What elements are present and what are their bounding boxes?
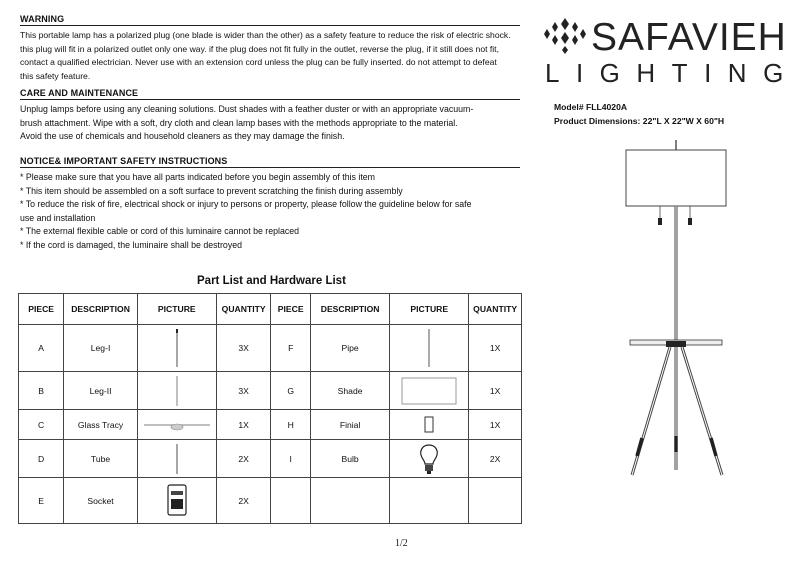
header-description: DESCRIPTION — [310, 294, 389, 325]
finial-icon — [390, 411, 468, 439]
leg-icon — [138, 373, 216, 409]
header-picture: PICTURE — [390, 294, 469, 325]
warning-section — [20, 14, 520, 83]
pipe-icon — [390, 326, 468, 370]
warning-line: this plug will fit in a polarized outlet only one way. if the plug does not fit fully in the outlet, reverse the plug, if it still does not fit, — [20, 43, 499, 54]
description-cell: Bulb — [310, 440, 389, 478]
description-cell — [310, 478, 389, 524]
notice-item: * This item should be assembled on a soft surface to prevent scratching the finish during assembly — [20, 185, 403, 196]
piece-cell: F — [271, 325, 311, 372]
warning-line: This portable lamp has a polarized plug (one blade is wider than the other) as a safety feature to reduce the risk of electric shock. — [20, 30, 511, 40]
tube-icon — [138, 441, 216, 477]
piece-cell: B — [19, 372, 64, 410]
care-text — [20, 103, 520, 144]
chandelier-icon — [539, 16, 591, 56]
table-row — [19, 410, 522, 440]
table-row — [19, 478, 522, 524]
table-row — [19, 440, 522, 478]
glass-tray-icon — [138, 411, 216, 439]
care-line: Avoid the use of chemicals and household cleaners as they may damage the finish. — [20, 131, 345, 142]
notice-item: use and installation — [20, 212, 96, 223]
parts-table — [18, 293, 522, 524]
description-cell: Socket — [64, 478, 137, 524]
brand-logo — [537, 12, 800, 88]
picture-cell — [137, 478, 216, 524]
notice-item: * To reduce the risk of fire, electrical shock or injury to persons or property, please follow the guideline below for safe — [20, 199, 472, 210]
description-cell: Leg-II — [64, 372, 137, 410]
piece-cell: D — [19, 440, 64, 478]
quantity-cell: 2X — [216, 478, 271, 524]
header-quantity: QUANTITY — [216, 294, 271, 325]
notice-section — [20, 156, 520, 253]
care-line: Unplug lamps before using any cleaning solutions. Dust shades with a feather duster or with an appropriate vacuum- — [20, 104, 474, 114]
care-section — [20, 88, 520, 144]
table-row — [19, 372, 522, 410]
care-line: brush attachment. Wipe with a soft, dry cloth and clean lamp bases with the methods appropriate to the material. — [20, 117, 458, 128]
warning-title: WARNING — [20, 14, 520, 26]
picture-cell — [390, 410, 469, 440]
piece-cell: I — [271, 440, 311, 478]
description-cell: Tube — [64, 440, 137, 478]
quantity-cell: 1X — [469, 410, 522, 440]
notice-item: * Please make sure that you have all parts indicated before you begin assembly of this item — [20, 172, 376, 182]
socket-icon — [138, 479, 216, 523]
product-dimensions: Product Dimensions: 22"L X 22"W X 60"H — [554, 116, 725, 126]
quantity-cell: 1X — [469, 372, 522, 410]
picture-cell — [137, 440, 216, 478]
header-description: DESCRIPTION — [64, 294, 137, 325]
warning-line: contact a qualified electrician. Never use with an extension cord unless the plug can be fully inserted. do not attempt to defeat — [20, 57, 497, 68]
lamp-illustration — [600, 130, 760, 490]
parts-table-title: Part List and Hardware List — [197, 275, 346, 287]
notice-item: * The external flexible cable or cord of this luminaire cannot be replaced — [20, 226, 300, 237]
quantity-cell: 3X — [216, 325, 271, 372]
header-quantity: QUANTITY — [469, 294, 522, 325]
description-cell: Leg-I — [64, 325, 137, 372]
quantity-cell: 3X — [216, 372, 271, 410]
description-cell: Pipe — [310, 325, 389, 372]
picture-cell — [390, 478, 469, 524]
header-piece: PIECE — [19, 294, 64, 325]
page-number: 1/2 — [395, 538, 408, 549]
product-info — [554, 100, 724, 128]
brand-subtitle: LIGHTING — [545, 58, 800, 88]
piece-cell — [271, 478, 311, 524]
picture-cell — [137, 410, 216, 440]
quantity-cell: 1X — [216, 410, 271, 440]
quantity-cell — [469, 478, 522, 524]
care-title: CARE AND MAINTENANCE — [20, 88, 520, 100]
picture-cell — [390, 325, 469, 372]
piece-cell: G — [271, 372, 311, 410]
quantity-cell: 2X — [469, 440, 522, 478]
notice-item: * If the cord is damaged, the luminaire shall be destroyed — [20, 239, 243, 250]
piece-cell: H — [271, 410, 311, 440]
picture-cell — [137, 325, 216, 372]
description-cell: Glass Tracy — [64, 410, 137, 440]
notice-list — [20, 171, 520, 253]
table-row — [19, 325, 522, 372]
warning-text — [20, 29, 520, 83]
piece-cell: E — [19, 478, 64, 524]
quantity-cell: 2X — [216, 440, 271, 478]
quantity-cell: 1X — [469, 325, 522, 372]
piece-cell: A — [19, 325, 64, 372]
shade-icon — [390, 373, 468, 409]
header-piece: PIECE — [271, 294, 311, 325]
model-number: Model# FLL4020A — [554, 102, 628, 112]
table-header-row — [19, 294, 522, 325]
header-picture: PICTURE — [137, 294, 216, 325]
brand-name: SAFAVIEH — [591, 16, 787, 59]
description-cell: Finial — [310, 410, 389, 440]
warning-line: this safety feature. — [20, 70, 91, 81]
picture-cell — [137, 372, 216, 410]
bulb-icon — [390, 441, 468, 477]
picture-cell — [390, 440, 469, 478]
piece-cell: C — [19, 410, 64, 440]
picture-cell — [390, 372, 469, 410]
leg-icon — [138, 326, 216, 370]
notice-title: NOTICE& IMPORTANT SAFETY INSTRUCTIONS — [20, 156, 520, 168]
description-cell: Shade — [310, 372, 389, 410]
